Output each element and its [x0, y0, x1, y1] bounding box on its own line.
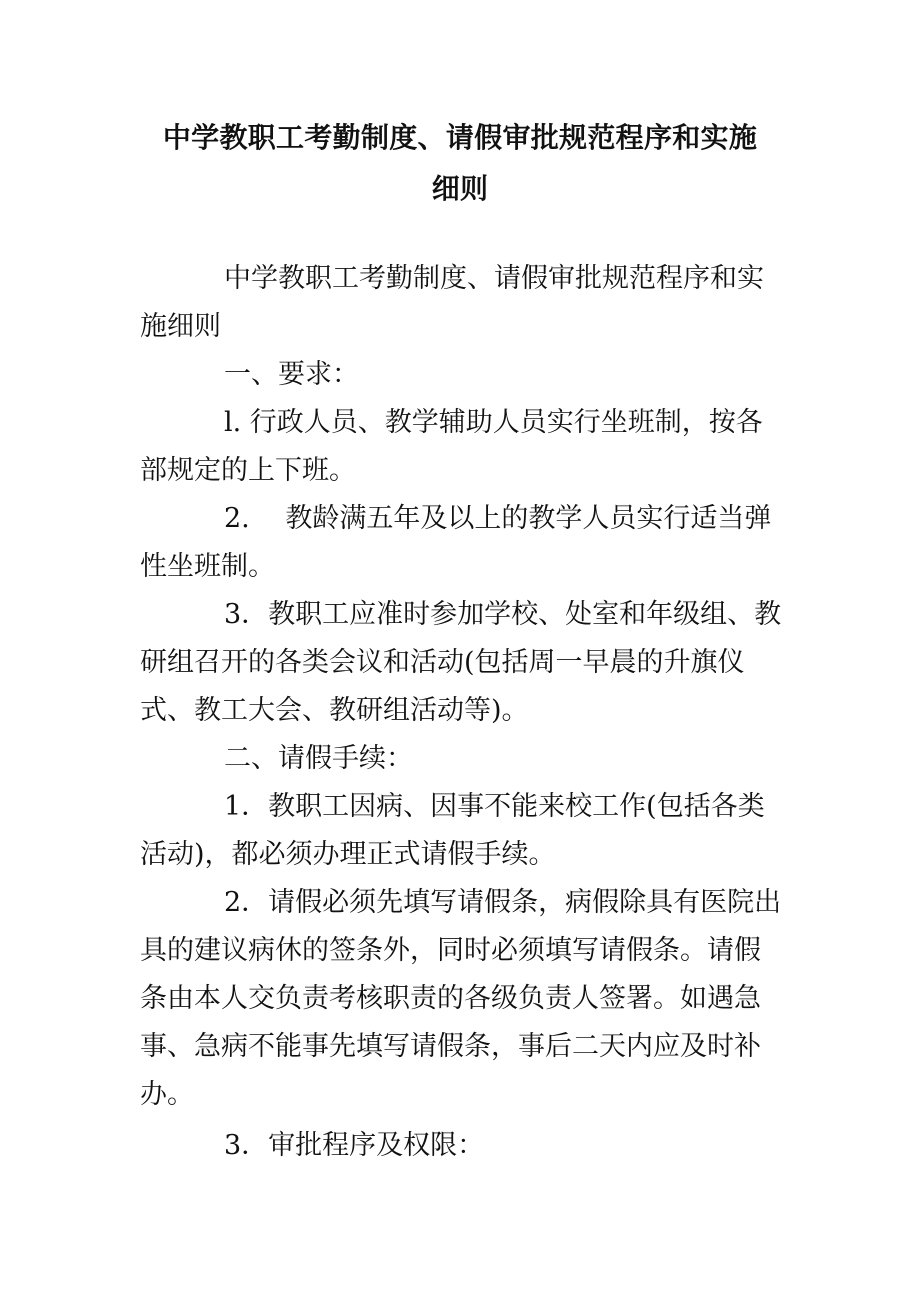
document-body [140, 255, 784, 1170]
section-heading-leave-procedure: 二、请假手续： [224, 743, 413, 774]
leave-item-3: 3．审批程序及权限： [224, 1130, 485, 1161]
leave-item-1: 1．教职工因病、因事不能来校工作(包括各类活动)，都必须办理正式请假手续。 [140, 791, 765, 870]
requirement-item-3: 3．教职工应准时参加学校、处室和年级组、教研组召开的各类会议和活动(包括周一早晨的升旗仪式、教工大会、教研组活动等)。 [140, 599, 782, 726]
requirement-item-2: 2. 教龄满五年及以上的教学人员实行适当弹性坐班制。 [140, 503, 772, 582]
requirement-item-1: l. 行政人员、教学辅助人员实行坐班制，按各部规定的上下班。 [140, 407, 763, 486]
section-heading-requirements: 一、要求： [224, 359, 359, 390]
leave-item-2: 2．请假必须先填写请假条，病假除具有医院出具的建议病休的签条外，同时必须填写请假条。请假条由本人交负责考核职责的各级负责人签署。如遇急事、急病不能事先填写请假条，事后二天内应及时补办。 [140, 887, 782, 1110]
paragraph-subtitle: 中学教职工考勤制度、请假审批规范程序和实施细则 [140, 263, 764, 342]
document-title: 中学教职工考勤制度、请假审批规范程序和实施细则 [162, 121, 758, 205]
